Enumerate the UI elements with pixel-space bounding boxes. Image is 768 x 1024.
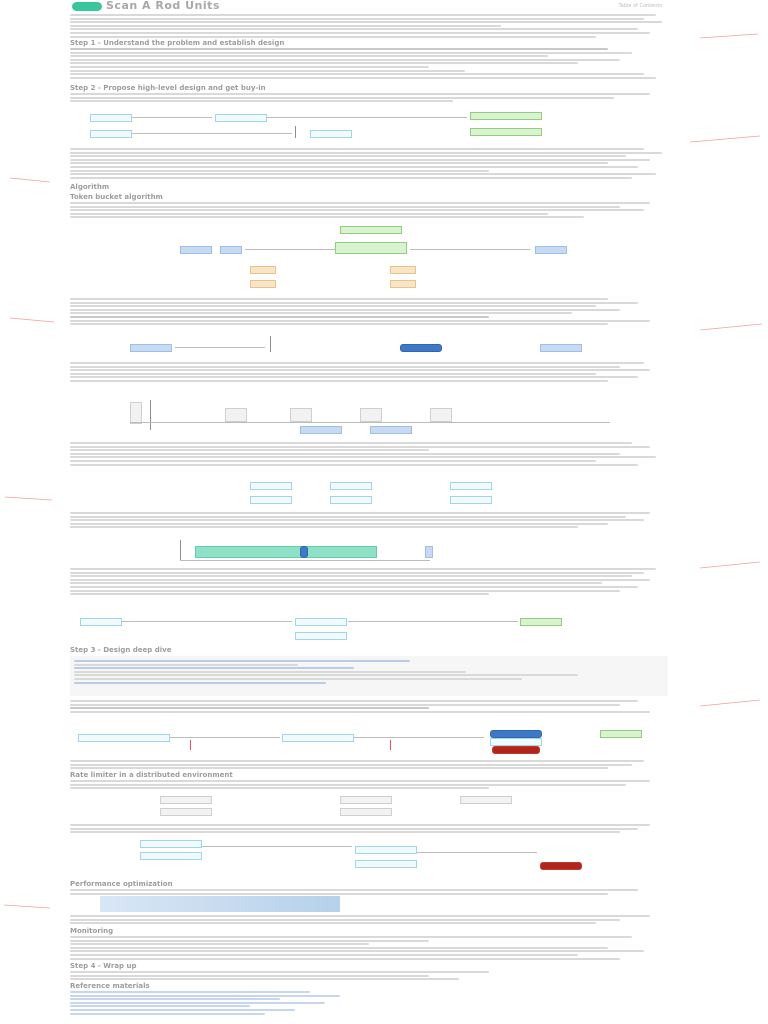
fixed-window-diagram (70, 398, 668, 438)
middleware-paragraph (70, 148, 668, 180)
table-of-contents-link[interactable]: Table of Contents (618, 3, 662, 9)
section-heading-step-4: Step 4 - Wrap up (70, 962, 137, 970)
client-2-box (140, 852, 202, 860)
request-box (180, 246, 212, 254)
api-servers-box-4 (600, 730, 642, 738)
request-1-box (160, 796, 212, 804)
current-window (195, 546, 377, 558)
log-box-1 (250, 482, 292, 490)
incoming-requests (130, 344, 172, 352)
request-3-box (460, 796, 512, 804)
sliding-window-log-diagram (70, 478, 668, 508)
cache-box (490, 738, 542, 746)
high-level-architecture-diagram (70, 612, 668, 642)
api-servers-box-3 (520, 618, 562, 626)
log-box-2 (330, 482, 372, 490)
section-heading-algorithm: Algorithm (70, 183, 110, 191)
wrap-up-list (70, 971, 668, 982)
rate-limiter-placement-diagram (70, 106, 668, 146)
sliding-window-counter-diagram (70, 534, 668, 564)
window-bar-5 (430, 408, 452, 422)
section-heading-references: Reference materials (70, 982, 150, 990)
section-heading-step-1: Step 1 - Understand the problem and establish design (70, 39, 285, 47)
section-heading-distributed: Rate limiter in a distributed environment (70, 771, 233, 779)
client-box-4 (78, 734, 170, 742)
performance-detail-paragraph (70, 915, 668, 926)
request-2-box (340, 796, 392, 804)
sliding-window-paragraph (70, 512, 668, 530)
bucket-box (335, 242, 407, 254)
requirements-list (70, 48, 668, 80)
request-box-2 (220, 246, 242, 254)
refill-box (340, 226, 402, 234)
window-cursor (300, 546, 308, 558)
token-bucket-diagram (70, 224, 668, 294)
window-label-2 (370, 426, 412, 434)
token-bucket-paragraph (70, 202, 668, 220)
step-2-paragraph (70, 93, 668, 104)
intro-paragraph (70, 14, 668, 39)
reference-links[interactable] (70, 991, 370, 1016)
window-bar-2 (225, 408, 247, 422)
race-condition-paragraph (70, 824, 668, 835)
client-box-3 (80, 618, 122, 626)
rules-box (490, 730, 542, 738)
leaking-bucket-paragraph (70, 362, 668, 384)
rate-limiter-box-2 (295, 618, 347, 626)
api-servers-box (470, 112, 542, 120)
leaking-bucket-diagram (70, 330, 668, 360)
token-box-3 (250, 280, 276, 288)
document-page (70, 0, 668, 1024)
sliding-counter-paragraph (70, 568, 668, 597)
token-bucket-params (70, 298, 668, 327)
redis-box (295, 632, 347, 640)
section-heading-performance: Performance optimization (70, 880, 173, 888)
section-heading-token-bucket: Token bucket algorithm (70, 193, 163, 201)
rate-limiter-box-3 (282, 734, 354, 742)
rate-limiter-2-box (355, 860, 417, 868)
rate-limiter-1-box (355, 846, 417, 854)
forwarded-box (535, 246, 567, 254)
distributed-paragraph (70, 780, 668, 791)
client-1-box (140, 840, 202, 848)
monitoring-paragraph (70, 936, 668, 961)
token-box-4 (390, 280, 416, 288)
client-box (90, 114, 132, 122)
synchronization-diagram (70, 836, 668, 876)
log-box-5 (330, 496, 372, 504)
middleware-box (310, 130, 352, 138)
window-label-1 (300, 426, 342, 434)
page-title: Scan A Rod Units (106, 0, 220, 12)
section-heading-step-2: Step 2 - Propose high-level design and get buy-in (70, 84, 266, 92)
window-bar-4 (360, 408, 382, 422)
section-heading-step-3: Step 3 - Design deep dive (70, 646, 172, 654)
window-bar-3 (290, 408, 312, 422)
dropped-box (492, 746, 540, 754)
counter-box-1 (160, 808, 212, 816)
log-box-6 (450, 496, 492, 504)
window-bar-1 (130, 402, 142, 424)
api-servers-box-2 (470, 128, 542, 136)
processed-requests (540, 344, 582, 352)
redis-store-box (540, 862, 582, 870)
section-heading-monitoring: Monitoring (70, 927, 114, 935)
rules-code-block (70, 656, 668, 696)
log-box-3 (450, 482, 492, 490)
token-box-2 (390, 266, 416, 274)
latency-map-strip (100, 896, 340, 912)
deep-dive-paragraph (70, 700, 668, 714)
window-edge (425, 546, 433, 558)
race-condition-diagram (70, 792, 668, 822)
distributed-intro-paragraph (70, 760, 668, 771)
counter-box-2 (340, 808, 392, 816)
brand-logo (72, 2, 102, 11)
rate-limiter-box (215, 114, 267, 122)
detailed-design-diagram (70, 726, 668, 756)
fixed-window-paragraph (70, 442, 668, 467)
token-box-1 (250, 266, 276, 274)
client-box-2 (90, 130, 132, 138)
queue-box (400, 344, 442, 352)
log-box-4 (250, 496, 292, 504)
